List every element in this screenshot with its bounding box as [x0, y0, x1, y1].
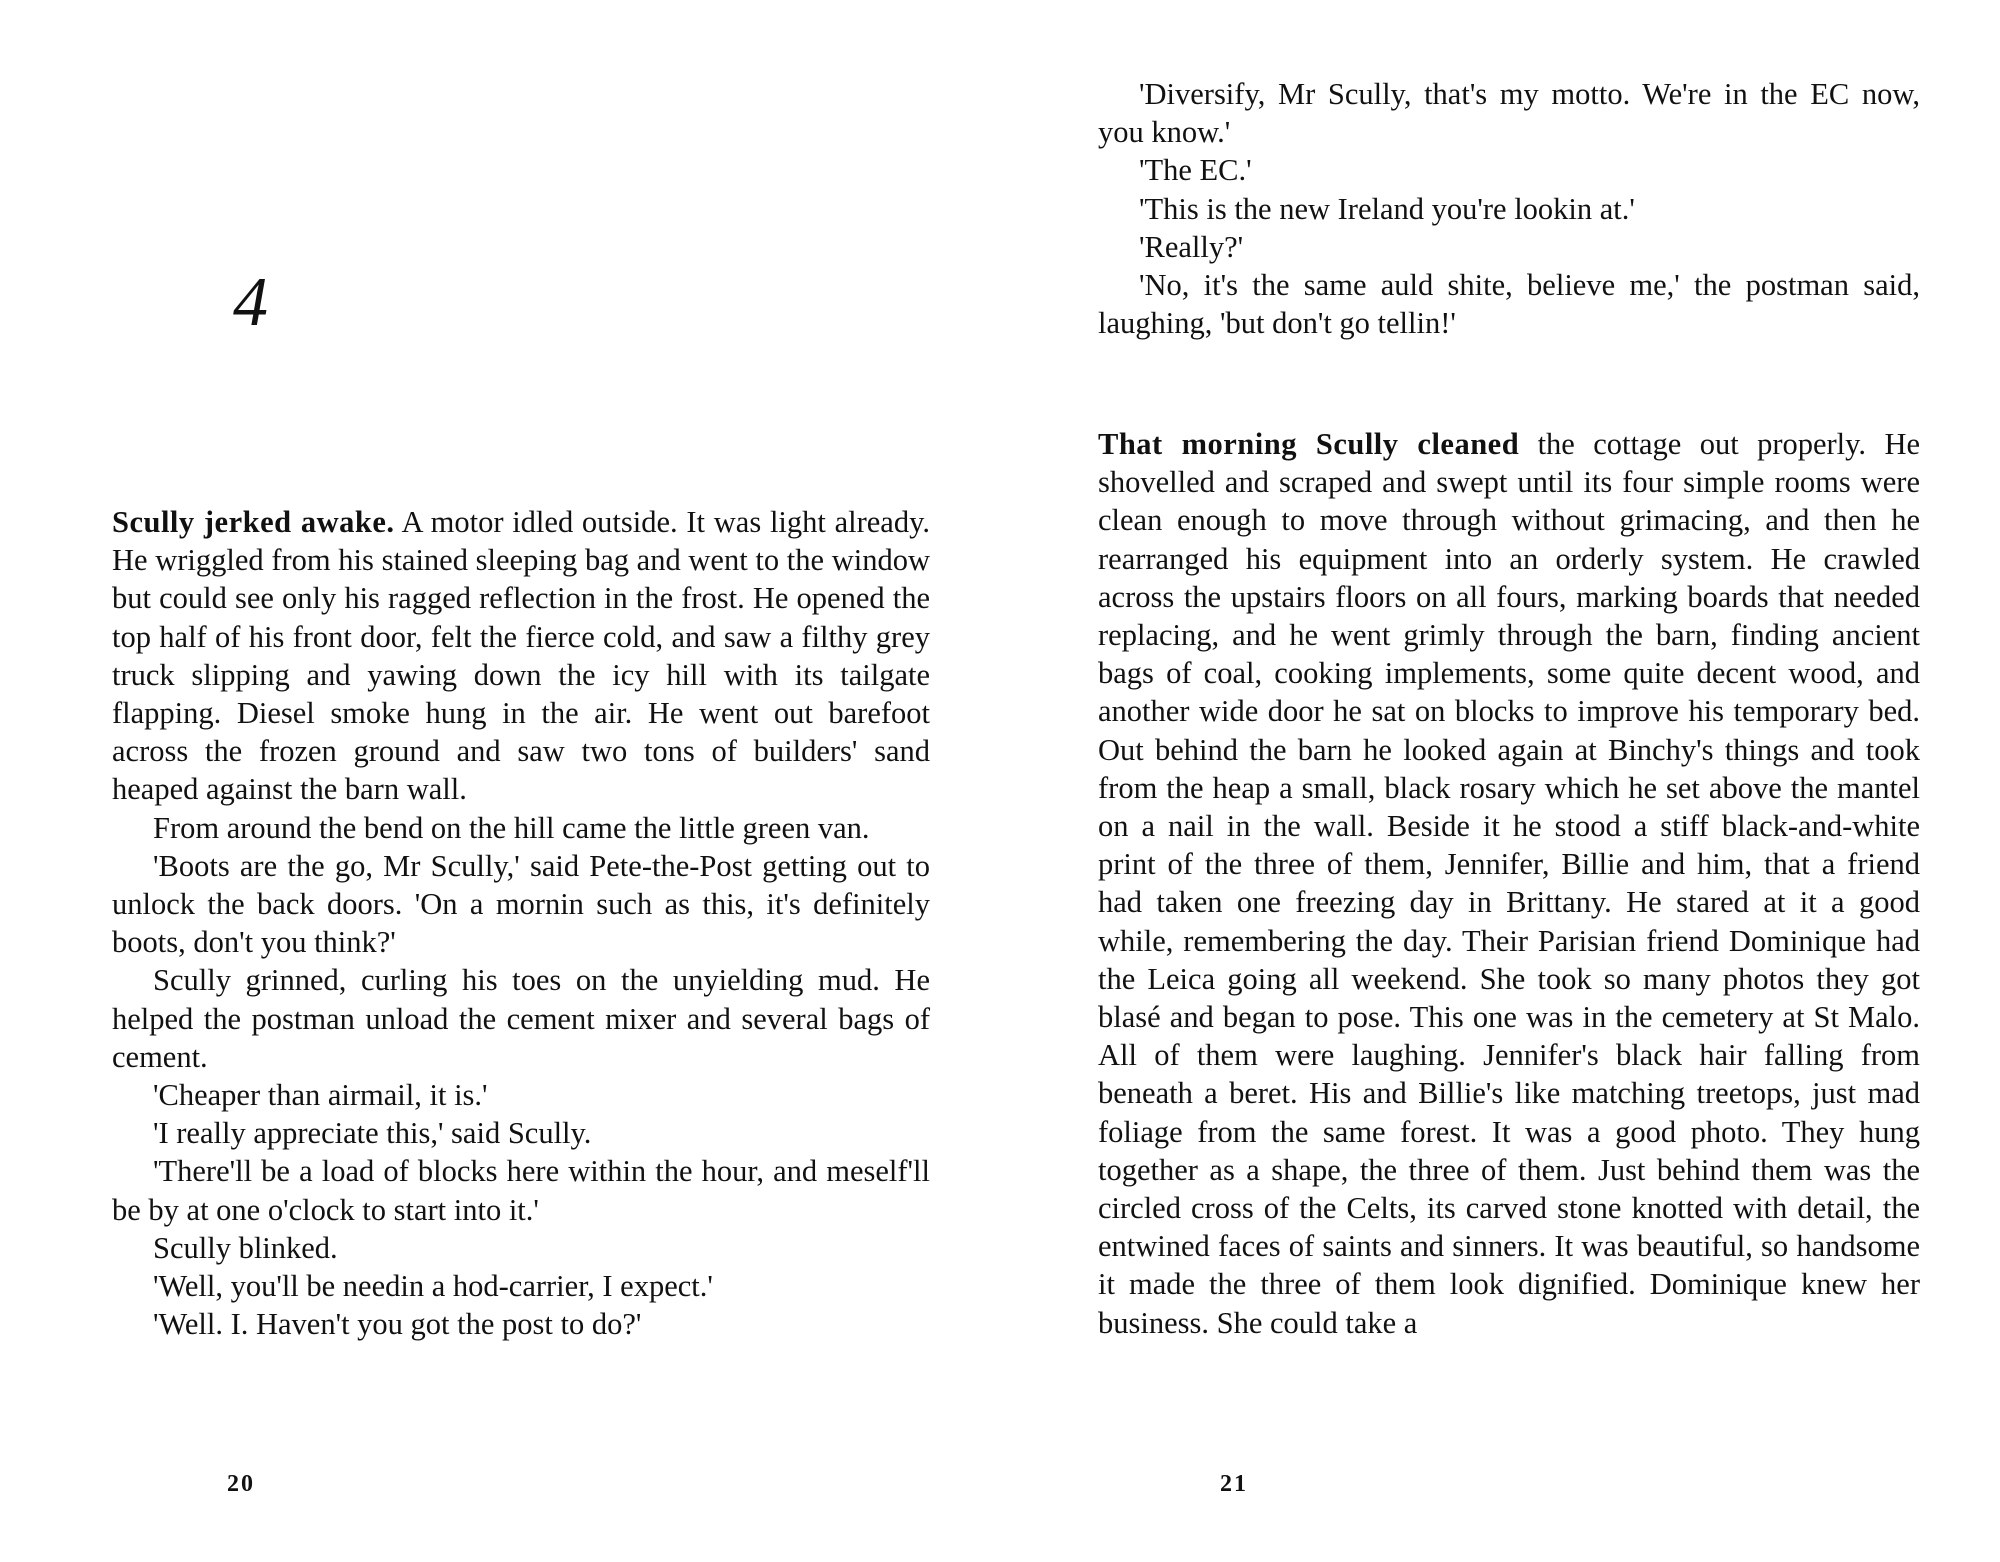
paragraph: 'Diversify, Mr Scully, that's my motto. We're in the EC now, you know.' [1098, 77, 1920, 150]
paragraph-lead: That morning Scully cleaned [1098, 427, 1520, 461]
right-page-text [1098, 425, 1920, 1342]
paragraph: 'Cheaper than airmail, it is.' [153, 1078, 488, 1113]
paragraph: Scully grinned, curling his toes on the unyielding mud. He helped the postman unload the cement mixer and several bags of cement. [112, 963, 930, 1074]
paragraph: 'Boots are the go, Mr Scully,' said Pete-the-Post getting out to unlock the back doors. 'On a mornin such as this, it's definitely boots, don't you think?' [112, 848, 930, 960]
paragraph-lead: Scully jerked awake. [112, 505, 395, 539]
paragraph: From around the bend on the hill came the little green van. [153, 810, 870, 845]
paragraph: 'There'll be a load of blocks here within the hour, and meself'll be by at one o'clock to start into it.' [112, 1154, 930, 1227]
paragraph [1098, 425, 1920, 1342]
right-page-dialogue [1098, 75, 1920, 342]
right-page [1000, 0, 2000, 1562]
paragraph: 'No, it's the same auld shite, believe me,' the postman said, laughing, 'but don't go tellin!' [1098, 268, 1920, 341]
paragraph: 'Really?' [1139, 229, 1244, 264]
left-page-text [112, 503, 930, 1343]
chapter-number: 4 [233, 264, 268, 341]
paragraph: 'I really appreciate this,' said Scully. [153, 1116, 592, 1151]
page-number: 20 [227, 1471, 255, 1497]
page-number: 21 [1220, 1471, 1248, 1497]
paragraph-text: the cottage out properly. He shovelled and scraped and swept until its four simple rooms were clean enough to move through without grimacing, and then he rearranged his equipment into an orderly system. He crawled across the upstairs floors on all fours, marking boards that needed replacing, and he went grimly through the barn, finding ancient bags of coal, cooking implements, some quite decent wood, and another wide door he sat on blocks to improve his temporary bed. Out behind the barn he looked again at Binchy's things and took from the heap a small, black rosary which he set above the mantel on a nail in the wall. Beside it he stood a stiff black-and-white print of the three of them, Jennifer, Billie and him, that a friend had taken one freezing day in Brittany. He stared at it a good while, remembering the day. Their Parisian friend Dominique had the Leica going all weekend. She took so many photos they got blasé and began to pose. This one was in the cemetery at St Malo. All of them were laughing. Jennifer's black hair falling from beneath a beret. His and Billie's like matching treetops, just mad foliage from the same forest. It was a good photo. They hung together as a shape, the three of them. Just behind them was the circled cross of the Celts, its carved stone knotted with detail, the entwined faces of saints and sinners. It was beautiful, so handsome it made the three of them look dignified. Dominique knew her business. She could take a [1098, 427, 1921, 1340]
paragraph: 'This is the new Ireland you're lookin at.' [1139, 191, 1635, 226]
paragraph-text: A motor idled outside. It was light already. He wriggled from his stained sleeping bag and went to the window but could see only his ragged reflection in the frost. He opened the top half of his front door, felt the fierce cold, and saw a filthy grey truck slipping and yawing down the icy hill with its tailgate flapping. Diesel smoke hung in the air. He went out barefoot across the frozen ground and saw two tons of builders' sand heaped against the barn wall. [112, 505, 930, 807]
paragraph: 'Well, you'll be needin a hod-carrier, I expect.' [153, 1269, 713, 1304]
paragraph: 'The EC.' [1139, 153, 1252, 188]
paragraph [112, 503, 930, 809]
paragraph: 'Well. I. Haven't you got the post to do?' [153, 1307, 642, 1342]
paragraph: Scully blinked. [153, 1230, 338, 1265]
